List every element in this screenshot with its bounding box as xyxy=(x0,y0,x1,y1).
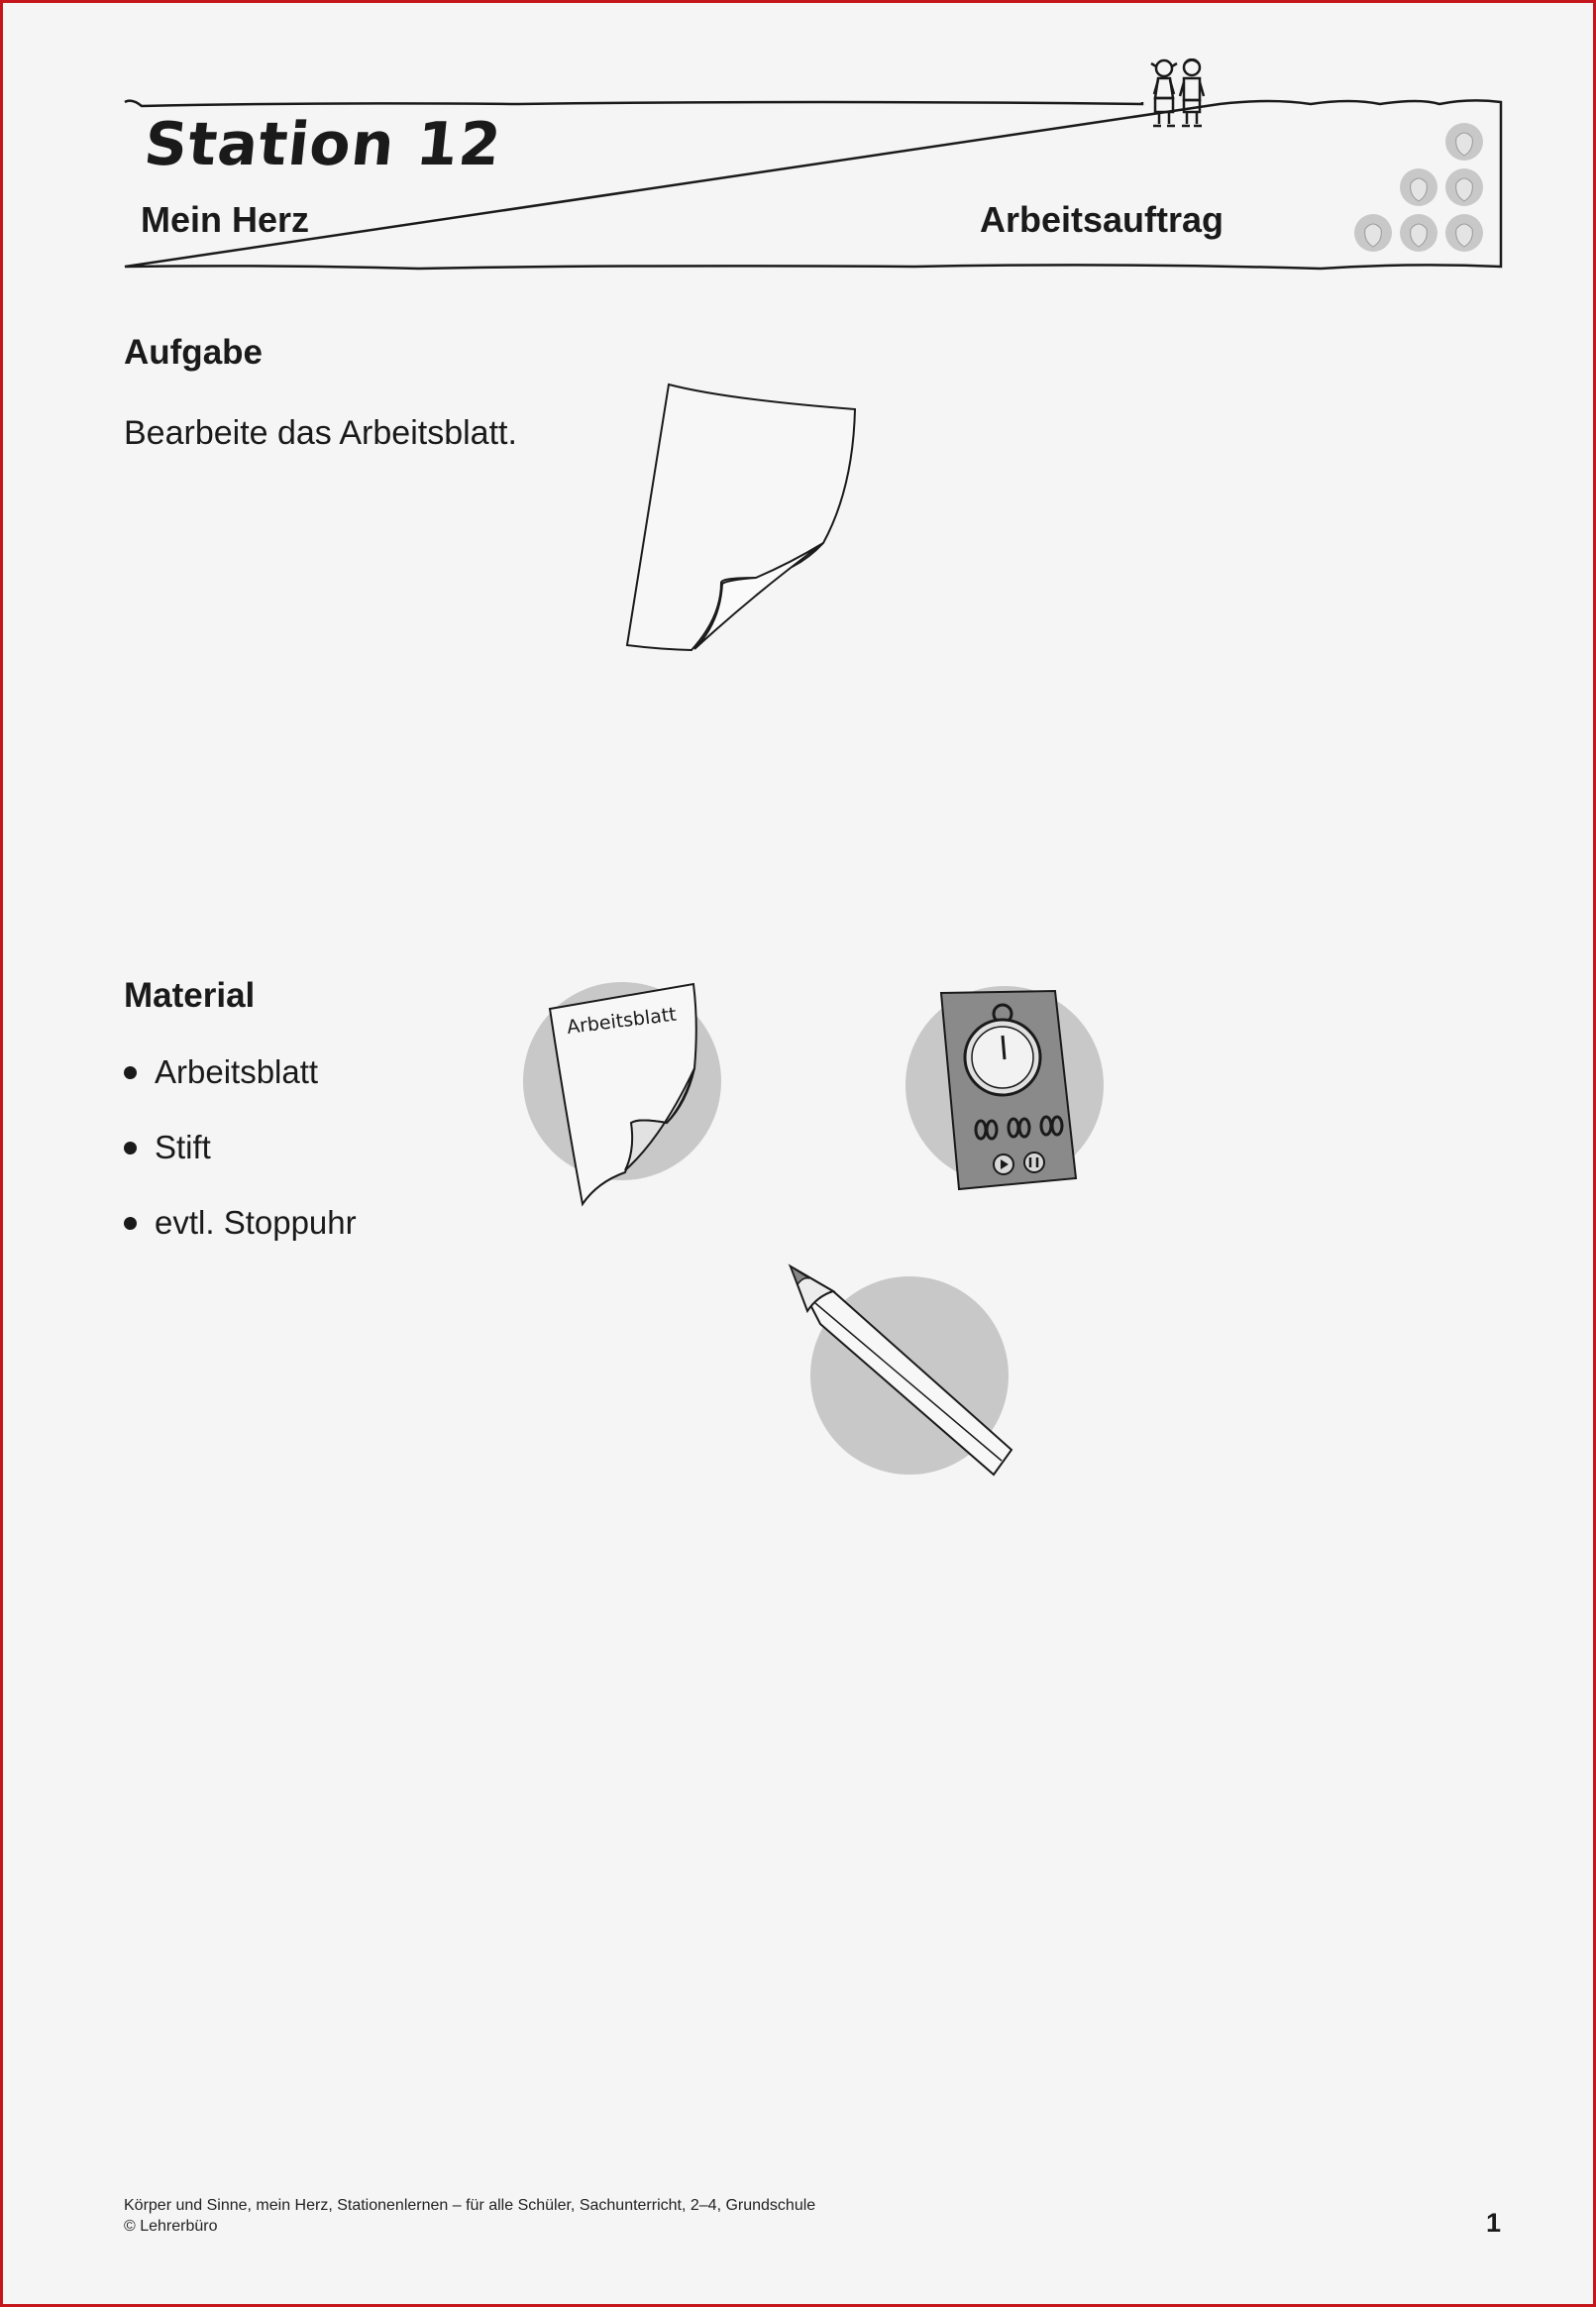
material-heading: Material xyxy=(124,976,256,1015)
footer-source: Körper und Sinne, mein Herz, Stationenlernen – für alle Schüler, Sachunterricht, 2–4, Grundschule xyxy=(124,2197,816,2214)
bullet-icon xyxy=(124,1066,137,1079)
children-icon xyxy=(1151,59,1204,126)
topic-title: Mein Herz xyxy=(141,199,310,240)
difficulty-icon xyxy=(1354,214,1392,252)
list-item: Arbeitsblatt xyxy=(124,1047,357,1123)
difficulty-icons xyxy=(1354,123,1483,252)
bullet-icon xyxy=(124,1217,137,1230)
material-list xyxy=(124,1047,357,1273)
worktype-label: Arbeitsauftrag xyxy=(980,199,1224,240)
list-item: evtl. Stoppuhr xyxy=(124,1198,357,1273)
curled-paper-icon xyxy=(617,380,865,657)
stopwatch-icon xyxy=(900,976,1117,1194)
task-text: Bearbeite das Arbeitsblatt. xyxy=(124,414,517,452)
difficulty-icon xyxy=(1445,123,1483,161)
list-item: Stift xyxy=(124,1123,357,1198)
worksheet-label: Arbeitsblatt xyxy=(565,1003,678,1039)
task-heading: Aufgabe xyxy=(124,333,263,372)
difficulty-icon xyxy=(1445,168,1483,206)
worksheet-icon xyxy=(518,974,736,1212)
difficulty-icon xyxy=(1445,214,1483,252)
footer-copyright: © Lehrerbüro xyxy=(124,2218,218,2235)
difficulty-icon xyxy=(1400,214,1437,252)
page-number: 1 xyxy=(1486,2208,1502,2238)
pencil-icon xyxy=(776,1257,1023,1494)
difficulty-icon xyxy=(1400,168,1437,206)
station-title: Station 12 xyxy=(141,110,505,179)
bullet-icon xyxy=(124,1142,137,1154)
